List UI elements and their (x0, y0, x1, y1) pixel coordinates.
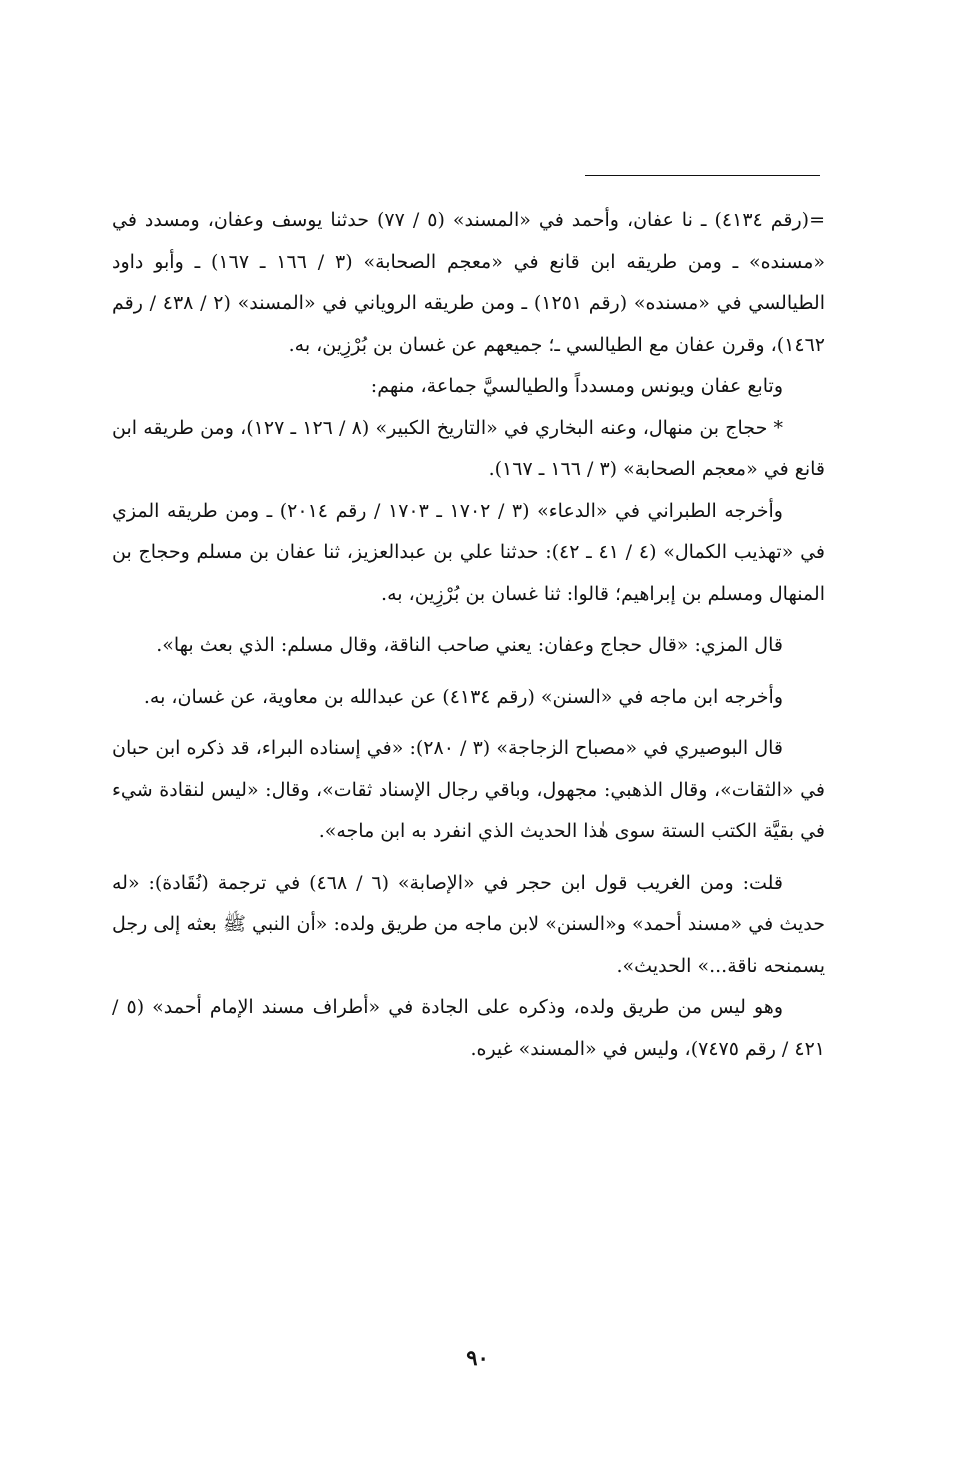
paragraph-2: وتابع عفان ويونس ومسدداً والطيالسيَّ جماعة، منهم: (370, 375, 783, 397)
page-number: ٩٠ (466, 1345, 489, 1370)
paragraph-9: وهو ليس من طريق ولده، وذكره على الجادة في «أطراف مسند الإمام أحمد» (٥ / ٤٢١ / رقم ٧٤٧٥)، وليس في «المسند» غيره. (112, 996, 825, 1060)
paragraph-3: * حجاج بن منهال، وعنه البخاري في «التاريخ الكبير» (٨ / ١٢٦ ـ ١٢٧)، ومن طريقه ابن قانع في «معجم الصحابة» (٣ / ١٦٦ ـ ١٦٧). (112, 416, 825, 480)
paragraph-1: =(رقم ٤١٣٤) ـ نا عفان، وأحمد في «المسند» (٥ / ٧٧) حدثنا يوسف وعفان، ومسدد في «مسنده» ـ ومن طريقه ابن قانع في «معجم الصحابة» (٣ / ١٦٦ ـ ١٦٧) ـ وأبو داود الطيالسي في «مسنده» (رقم ١٢٥١) ـ ومن طريقه الروياني في «المسند» (٢ / ٤٣٨ / رقم ١٤٦٢)، وقرن عفان مع الطيالسي ـ؛ جميعهم عن غسان بن بُرْزِين، به. (112, 209, 826, 356)
footnote-separator (585, 175, 820, 176)
paragraph-4: وأخرجه الطبراني في «الدعاء» (٣ / ١٧٠٢ ـ ١٧٠٣ / رقم ٢٠١٤) ـ ومن طريقه المزي في «تهذيب الكمال» (٤ / ٤١ ـ ٤٢): حدثنا علي بن عبدالعزيز، ثنا عفان بن مسلم وحجاج بن المنهال ومسلم بن إبراهيم؛ قالوا: ثنا غسان بن بُرْزِين، به. (112, 499, 825, 605)
paragraph-6: وأخرجه ابن ماجه في «السنن» (رقم ٤١٣٤) عن عبدالله بن معاوية، عن غسان، به. (143, 685, 783, 708)
paragraph-8: قلت: ومن الغريب قول ابن حجر في «الإصابة» (٦ / ٤٦٨) في ترجمة (نُقَادة): «له حديث في «مسند أحمد» و«السنن» لابن ماجه من طريق ولده: «أن النبي ﷺ بعثه إلى رجل يسمنحه ناقة...» الحديث». (112, 871, 825, 977)
paragraph-5: قال المزي: «قال حجاج وعفان: يعني صاحب الناقة، وقال مسلم: الذي بعث بها». (156, 634, 783, 656)
footnote-text (112, 200, 825, 1070)
paragraph-7: قال البوصيري في «مصباح الزجاجة» (٣ / ٢٨٠): «في إسناده البراء، قد ذكره ابن حبان في «الثقات»، وقال الذهبي: مجهول، وباقي رجال الإسناد ثقات»، وقال: «ليس لنقادة شيء في بقيَّة الكتب الستة سوى هٰذا الحديث الذي انفرد به ابن ماجه». (112, 737, 825, 842)
